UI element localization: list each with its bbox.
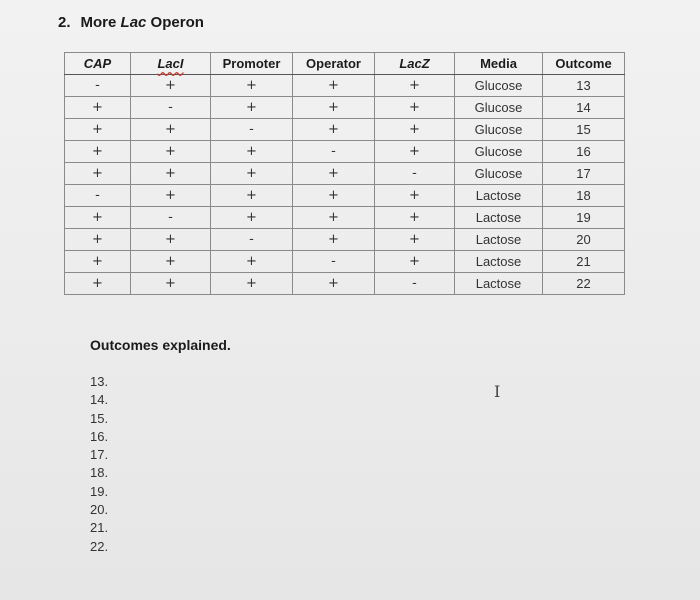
cell-operator: + [293,97,375,119]
cell-lacz: + [375,97,455,119]
cell-cap: - [65,75,131,97]
question-heading [58,14,204,31]
cell-cap: + [65,163,131,185]
list-item: 18. [90,465,109,481]
cell-laci: + [131,163,211,185]
header-lacz: LacZ [375,53,455,75]
cell-cap: + [65,141,131,163]
cell-operator: - [293,251,375,273]
cell-lacz: + [375,141,455,163]
table-header-row [65,53,625,75]
cell-media: Lactose [455,207,543,229]
cell-cap: + [65,207,131,229]
cell-lacz: + [375,251,455,273]
heading-suffix: Operon [146,14,204,31]
cell-lacz: - [375,163,455,185]
cell-promoter: + [211,163,293,185]
cell-media: Lactose [455,229,543,251]
table-row [65,75,625,97]
cell-cap: + [65,273,131,295]
lac-operon-table [64,52,625,295]
cell-lacz: + [375,119,455,141]
cell-promoter: + [211,185,293,207]
cell-outcome: 18 [543,185,625,207]
cell-promoter: + [211,97,293,119]
cell-operator: + [293,207,375,229]
cell-media: Glucose [455,141,543,163]
cell-laci: + [131,185,211,207]
cell-lacz: + [375,229,455,251]
table-row [65,185,625,207]
table-row [65,251,625,273]
question-number: 2. [58,14,71,31]
header-promoter: Promoter [211,53,293,75]
cell-outcome: 19 [543,207,625,229]
heading-italic: Lac [120,14,147,31]
cell-operator: + [293,273,375,295]
cell-promoter: - [211,119,293,141]
list-item: 21. [90,520,109,536]
cell-operator: + [293,185,375,207]
cell-media: Glucose [455,119,543,141]
cell-outcome: 14 [543,97,625,119]
cell-promoter: + [211,273,293,295]
cell-lacz: + [375,207,455,229]
cell-outcome: 15 [543,119,625,141]
cell-media: Glucose [455,75,543,97]
cell-outcome: 21 [543,251,625,273]
cell-laci: + [131,75,211,97]
table-row [65,207,625,229]
cell-media: Lactose [455,273,543,295]
cell-cap: - [65,185,131,207]
cell-laci: + [131,141,211,163]
cell-cap: + [65,119,131,141]
cell-outcome: 17 [543,163,625,185]
cell-outcome: 16 [543,141,625,163]
header-laci-text: LacI [157,56,184,71]
cell-lacz: + [375,185,455,207]
cell-cap: + [65,229,131,251]
list-item: 17. [90,447,109,463]
list-item: 14. [90,392,109,408]
cell-operator: + [293,119,375,141]
header-operator: Operator [293,53,375,75]
heading-prefix: More [80,14,121,31]
table-row [65,273,625,295]
cell-cap: + [65,97,131,119]
cell-promoter: + [211,141,293,163]
cell-lacz: + [375,75,455,97]
list-item: 22. [90,538,109,554]
cell-lacz: - [375,273,455,295]
cell-operator: + [293,75,375,97]
table-row [65,141,625,163]
outcomes-explained-title: Outcomes explained. [90,337,231,353]
list-item: 20. [90,502,109,518]
cell-operator: + [293,229,375,251]
text-cursor-icon: I [494,382,501,401]
cell-promoter: + [211,75,293,97]
cell-promoter: + [211,207,293,229]
table-row [65,229,625,251]
cell-promoter: + [211,251,293,273]
list-item: 13. [90,374,109,389]
cell-laci: + [131,119,211,141]
cell-laci: + [131,251,211,273]
cell-media: Lactose [455,251,543,273]
table-body [65,75,625,295]
header-media: Media [455,53,543,75]
header-laci [131,53,211,75]
list-item: 19. [90,483,109,499]
cell-cap: + [65,251,131,273]
cell-media: Glucose [455,97,543,119]
cell-outcome: 20 [543,229,625,251]
cell-outcome: 22 [543,273,625,295]
cell-operator: - [293,141,375,163]
list-item: 15. [90,410,109,426]
cell-laci: + [131,273,211,295]
table-row [65,97,625,119]
cell-media: Lactose [455,185,543,207]
cell-media: Glucose [455,163,543,185]
cell-laci: + [131,229,211,251]
cell-laci: - [131,207,211,229]
list-item: 16. [90,428,109,444]
table-row [65,163,625,185]
cell-promoter: - [211,229,293,251]
cell-outcome: 13 [543,75,625,97]
header-cap: CAP [65,53,131,75]
table-row [65,119,625,141]
cell-operator: + [293,163,375,185]
cell-laci: - [131,97,211,119]
header-outcome: Outcome [543,53,625,75]
outcome-answer-list [90,373,108,556]
